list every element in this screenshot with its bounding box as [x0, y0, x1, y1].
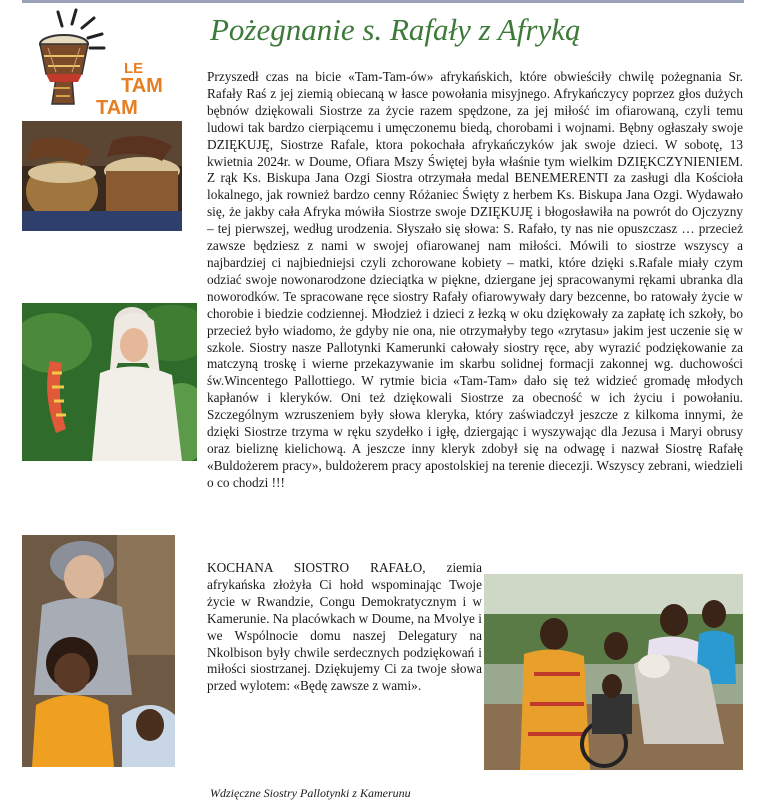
logo-word-tam-1: TAM — [121, 75, 163, 97]
article-signature: Wdzięczne Siostry Pallotynki z Kamerunu — [210, 786, 411, 800]
article-paragraph-main: Przyszedł czas na bicie «Tam-Tam-ów» afrykańskich, które obwieściły chwilę pożegnania Sr. Rafały Raś z jej ziemią obiecaną w łasce powołania misyjnego. Afrykańczycy poprzez głos dużych bębnów dziękowali Siostrze za życie razem spędzone, za jej miłość im ofiarowaną, czyli temu ludowi tak bardzo cierpiącemu i umęczonemu biedą, chorobami i wojnami. Bębny ogłaszały swoje DZIĘKUJĘ, Siostrze Rafale, ktora pokochała afrykańczyków jak swoje dzieci. W sobotę, 13 kwietnia 2024r. w Doume, Ofiara Mszy Świętej była właśnie tym wielkim DZIĘKCZYNIENIEM. Z rąk Ks. Biskupa Jana Ozgi Siostra otrzymała medal BENEMERENTI za zasługi dla Kościoła lokalnego, jak rownież bardzo cenny Różaniec Święty z herbem Ks. Biskupa Jana Ozgi. Wydawało się, że jakby cała Afryka mówiła Siostrze swoje DZIĘKUJĘ i błogosławiła na powrót do Ojczyzny – tej pierwszej, według urodzenia. Słyszało się słowa: S. Rafało, ty nas nie opuszczasz … przecież zawsze będziesz z nami w swojej ofiarowanej nam miłości. Mówili to siostrze wszyscy a najbardziej ci najbiedniejsi czyli zchorowane kobiety – matki, które dzięki s.Rafale miały czym odziać swoje nowonarodzone dzieciątka w piękne, dziergane jej spracowanymi rękami ubranka dla noworodków. Te spracowane ręce siostry Rafały ofiarowywały dary bezcenne, bo ratowały życie w chorobie i biedzie codziennej. Młodzież i dzieci z łezką w oku dziękowały za zapłatę ich szkoły, bo przecież było wiadomo, że gdyby nie ona, nie otrzymałyby tego «zrytasu» jakim jest uczenie się w szkole. Siostry nasze Pallotynki Kamerunki całowały siostry ręce, aby wyrazić podziękowanie za matczyną troskę i wierne przekazywanie im skarbu solidnej formacji zakonnej wg. duchowości św.Wincentego Pallottiego. W rytmie bicia «Tam-Tam» dało się też widzieć gromadę młodych kapłanów i kleryków. Oni też dziękowali Siostrze za obecność w ich życiu i powołaniu. Szczególnym wzruszeniem były słowa kleryka, który zaświadczył jeszcze z kilkoma innymi, że dzięki Siostrze trzyma w ręku szydełko i igłę, dziergając i wyszywając dla Jezusa i Maryi obrusy oraz bieliznę kielichową. A jeszcze inny kleryk zdobył się na odwagę i nazwał Siostrę Rafałę «Buldożerem pracy», buldożerem pracy apostolskiej na terenie diecezji. Wszyscy zebrani, wiedzieli o co chodzi !!! — [207, 69, 743, 490]
photo-sister-with-children — [22, 535, 175, 767]
article-title: Pożegnanie s. Rafały z Afryką — [210, 12, 581, 47]
tam-tam-logo — [24, 8, 174, 120]
article-paragraph-closing: KOCHANA SIOSTRO RAFAŁO, ziemia afrykańska złożyła Ci hołd wspominając Twoje życie w Rwandzie, Congu Demokratycznym i w Kamerunie. Na placówkach w Doume, na Mvolye i we Wspólnocie domu naszej Delegatury na Nkolbison były chwile serdecznych podziękowań i miłości siostrzanej. Dziękujemy Ci za twoje słowa przed wylotem: «Będę zawsze z wami». — [207, 560, 482, 694]
logo-word-le: LE — [124, 60, 144, 77]
logo-word-tam-2: TAM — [96, 97, 138, 119]
article-body-side — [207, 560, 482, 695]
photo-sister-in-village — [484, 574, 743, 770]
photo-sister-with-gift — [22, 303, 197, 461]
article-body — [207, 69, 743, 492]
photo-drummers — [22, 121, 182, 231]
top-rule — [22, 0, 744, 3]
